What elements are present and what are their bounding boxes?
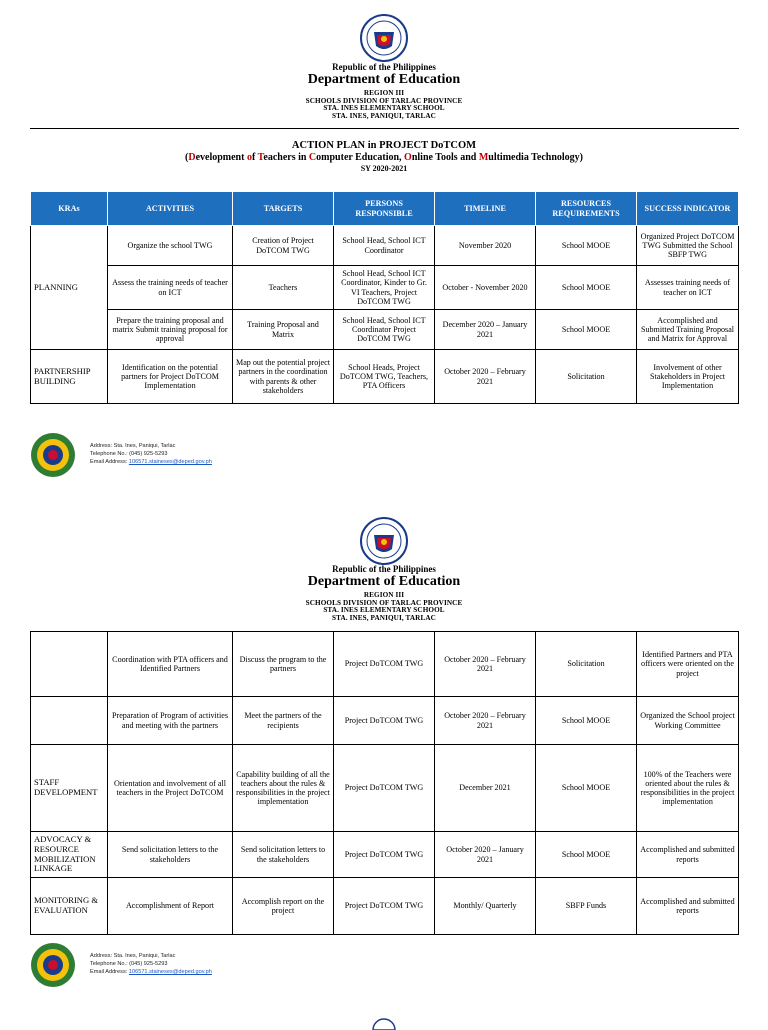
- table-cell: School Heads, Project DoTCOM TWG, Teachers, PTA Officers: [334, 350, 435, 404]
- division-label: SCHOOLS DIVISION OF TARLAC PROVINCE: [305, 96, 463, 105]
- table-cell: October 2020 – February 2021: [435, 350, 536, 404]
- table-cell: October 2020 – February 2021: [435, 697, 536, 745]
- table-cell: Capability building of all the teachers about the rules & responsibilities in the project implementation: [233, 745, 334, 832]
- table-row: [31, 632, 739, 697]
- kra-cell: PARTNERSHIP BUILDING: [31, 350, 108, 404]
- table-cell: 100% of the Teachers were oriented about the rules & responsibilities in the project implementation: [637, 745, 739, 832]
- department-name: Department of Education: [307, 574, 461, 590]
- table-cell: School MOOE: [536, 832, 637, 878]
- school-location: STA. INES, PANIQUI, TARLAC: [332, 613, 436, 622]
- table-cell: Teachers: [233, 266, 334, 310]
- action-plan-table-page2: [30, 631, 739, 935]
- table-cell: Send solicitation letters to the stakeholders: [108, 832, 233, 878]
- table-cell: October 2020 – February 2021: [435, 632, 536, 697]
- division-label: SCHOOLS DIVISION OF TARLAC PROVINCE: [305, 598, 463, 607]
- school-logo-icon: [30, 942, 76, 988]
- table-cell: Coordination with PTA officers and Identified Partners: [108, 632, 233, 697]
- column-header: TARGETS: [233, 192, 334, 226]
- title-expansion: (Development of Teachers in Computer Education, Online Tools and Multimedia Technology): [184, 152, 584, 164]
- table-cell: October - November 2020: [435, 266, 536, 310]
- table-cell: Assess the training needs of teacher on ICT: [108, 266, 233, 310]
- table-cell: Orientation and involvement of all teachers in the Project DoTCOM: [108, 745, 233, 832]
- table-row: [31, 350, 739, 404]
- table-cell: Preparation of Program of activities and meeting with the partners: [108, 697, 233, 745]
- table-cell: December 2021: [435, 745, 536, 832]
- table-cell: Involvement of other Stakeholders in Project Implementation: [637, 350, 739, 404]
- table-cell: SBFP Funds: [536, 878, 637, 935]
- email-link[interactable]: 106571.staineses@deped.gov.ph: [128, 969, 212, 976]
- table-cell: Solicitation: [536, 632, 637, 697]
- table-cell: Project DoTCOM TWG: [334, 745, 435, 832]
- table-cell: Project DoTCOM TWG: [334, 832, 435, 878]
- deped-seal-icon: [360, 517, 408, 565]
- table-cell: Training Proposal and Matrix: [233, 310, 334, 350]
- header-divider: [30, 128, 739, 129]
- school-name: STA. INES ELEMENTARY SCHOOL: [323, 104, 445, 113]
- table-cell: Accomplish report on the project: [233, 878, 334, 935]
- table-cell: Project DoTCOM TWG: [334, 632, 435, 697]
- footer-address: Address: Sta. Ines, Paniqui, Tarlac: [90, 443, 176, 449]
- page-footer: [30, 942, 330, 1002]
- region-label: REGION III: [363, 591, 405, 600]
- deped-seal-icon: [360, 14, 408, 62]
- table-row: [31, 266, 739, 310]
- table-header-row: [31, 192, 739, 226]
- table-row: [31, 697, 739, 745]
- footer-email-line: Email Address: 106571.staineses@deped.gov.ph: [90, 459, 212, 466]
- table-cell: Solicitation: [536, 350, 637, 404]
- footer-contact: [90, 442, 212, 466]
- school-name: STA. INES ELEMENTARY SCHOOL: [323, 606, 445, 615]
- table-cell: School Head, School ICT Coordinator: [334, 226, 435, 266]
- table-cell: Prepare the training proposal and matrix Submit training proposal for approval: [108, 310, 233, 350]
- table-cell: November 2020: [435, 226, 536, 266]
- table-row: [31, 745, 739, 832]
- table-cell: School MOOE: [536, 226, 637, 266]
- page-footer: [30, 432, 330, 492]
- table-cell: Meet the partners of the recipients: [233, 697, 334, 745]
- footer-telephone: Telephone No.: (045) 925-5293: [90, 451, 168, 458]
- letterhead: [0, 565, 768, 622]
- column-header: KRAs: [31, 192, 108, 226]
- table-cell: Identified Partners and PTA officers were oriented on the project: [637, 632, 739, 697]
- table-cell: Accomplished and submitted reports: [637, 878, 739, 935]
- table-cell: Organized the School project Working Committee: [637, 697, 739, 745]
- table-cell: Project DoTCOM TWG: [334, 697, 435, 745]
- table-cell: School MOOE: [536, 745, 637, 832]
- table-cell: School Head, School ICT Coordinator Project DoTCOM TWG: [334, 310, 435, 350]
- table-cell: October 2020 – January 2021: [435, 832, 536, 878]
- footer-telephone: Telephone No.: (045) 925-5293: [90, 961, 168, 968]
- email-link[interactable]: 106571.staineses@deped.gov.ph: [128, 459, 212, 466]
- table-row: [31, 832, 739, 878]
- column-header: RESOURCES REQUIREMENTS: [536, 192, 637, 226]
- department-name: Department of Education: [307, 72, 461, 88]
- school-year: SY 2020-2021: [360, 163, 408, 173]
- kra-cell: [31, 632, 108, 697]
- table-cell: School MOOE: [536, 266, 637, 310]
- column-header: TIMELINE: [435, 192, 536, 226]
- table-row: [31, 226, 739, 266]
- document-title: [0, 140, 768, 173]
- footer-contact: [90, 952, 212, 976]
- table-cell: Accomplished and submitted reports: [637, 832, 739, 878]
- kra-cell: [31, 697, 108, 745]
- column-header: SUCCESS INDICATOR: [637, 192, 739, 226]
- republic-label: Republic of the Philippines: [332, 62, 436, 72]
- next-page-seal-icon: [372, 1018, 396, 1030]
- action-plan-table-page1: [30, 191, 739, 404]
- table-cell: Monthly/ Quarterly: [435, 878, 536, 935]
- school-logo-icon: [30, 432, 76, 478]
- column-header: ACTIVITIES: [108, 192, 233, 226]
- table-cell: School MOOE: [536, 697, 637, 745]
- table-cell: Map out the potential project partners in the coordination with parents & other stakeholders: [233, 350, 334, 404]
- table-cell: Organized Project DoTCOM TWG Submitted the School SBFP TWG: [637, 226, 739, 266]
- table-cell: Identification on the potential partners for Project DoTCOM Implementation: [108, 350, 233, 404]
- letterhead: [0, 63, 768, 120]
- table-cell: Send solicitation letters to the stakeholders: [233, 832, 334, 878]
- table-cell: Assesses training needs of teacher on ICT: [637, 266, 739, 310]
- table-cell: Accomplished and Submitted Training Proposal and Matrix for Approval: [637, 310, 739, 350]
- table-cell: School MOOE: [536, 310, 637, 350]
- column-header: PERSONS RESPONSIBLE: [334, 192, 435, 226]
- footer-address: Address: Sta. Ines, Paniqui, Tarlac: [90, 953, 176, 959]
- table-cell: Creation of Project DoTCOM TWG: [233, 226, 334, 266]
- table-cell: Accomplishment of Report: [108, 878, 233, 935]
- school-location: STA. INES, PANIQUI, TARLAC: [332, 111, 436, 120]
- table-cell: School Head, School ICT Coordinator, Kinder to Gr. VI Teachers, Project DoTCOM TWG: [334, 266, 435, 310]
- kra-cell: PLANNING: [31, 226, 108, 350]
- kra-cell: ADVOCACY & RESOURCE MOBILIZATION LINKAGE: [31, 832, 108, 878]
- table-cell: Organize the school TWG: [108, 226, 233, 266]
- region-label: REGION III: [363, 89, 405, 98]
- kra-cell: MONITORING & EVALUATION: [31, 878, 108, 935]
- table-cell: Discuss the program to the partners: [233, 632, 334, 697]
- kra-cell: STAFF DEVELOPMENT: [31, 745, 108, 832]
- table-cell: Project DoTCOM TWG: [334, 878, 435, 935]
- table-row: [31, 878, 739, 935]
- table-cell: December 2020 – January 2021: [435, 310, 536, 350]
- title-line: ACTION PLAN in PROJECT DoTCOM: [291, 140, 477, 151]
- footer-email-line: Email Address: 106571.staineses@deped.gov.ph: [90, 969, 212, 976]
- republic-label: Republic of the Philippines: [332, 564, 436, 574]
- table-row: [31, 310, 739, 350]
